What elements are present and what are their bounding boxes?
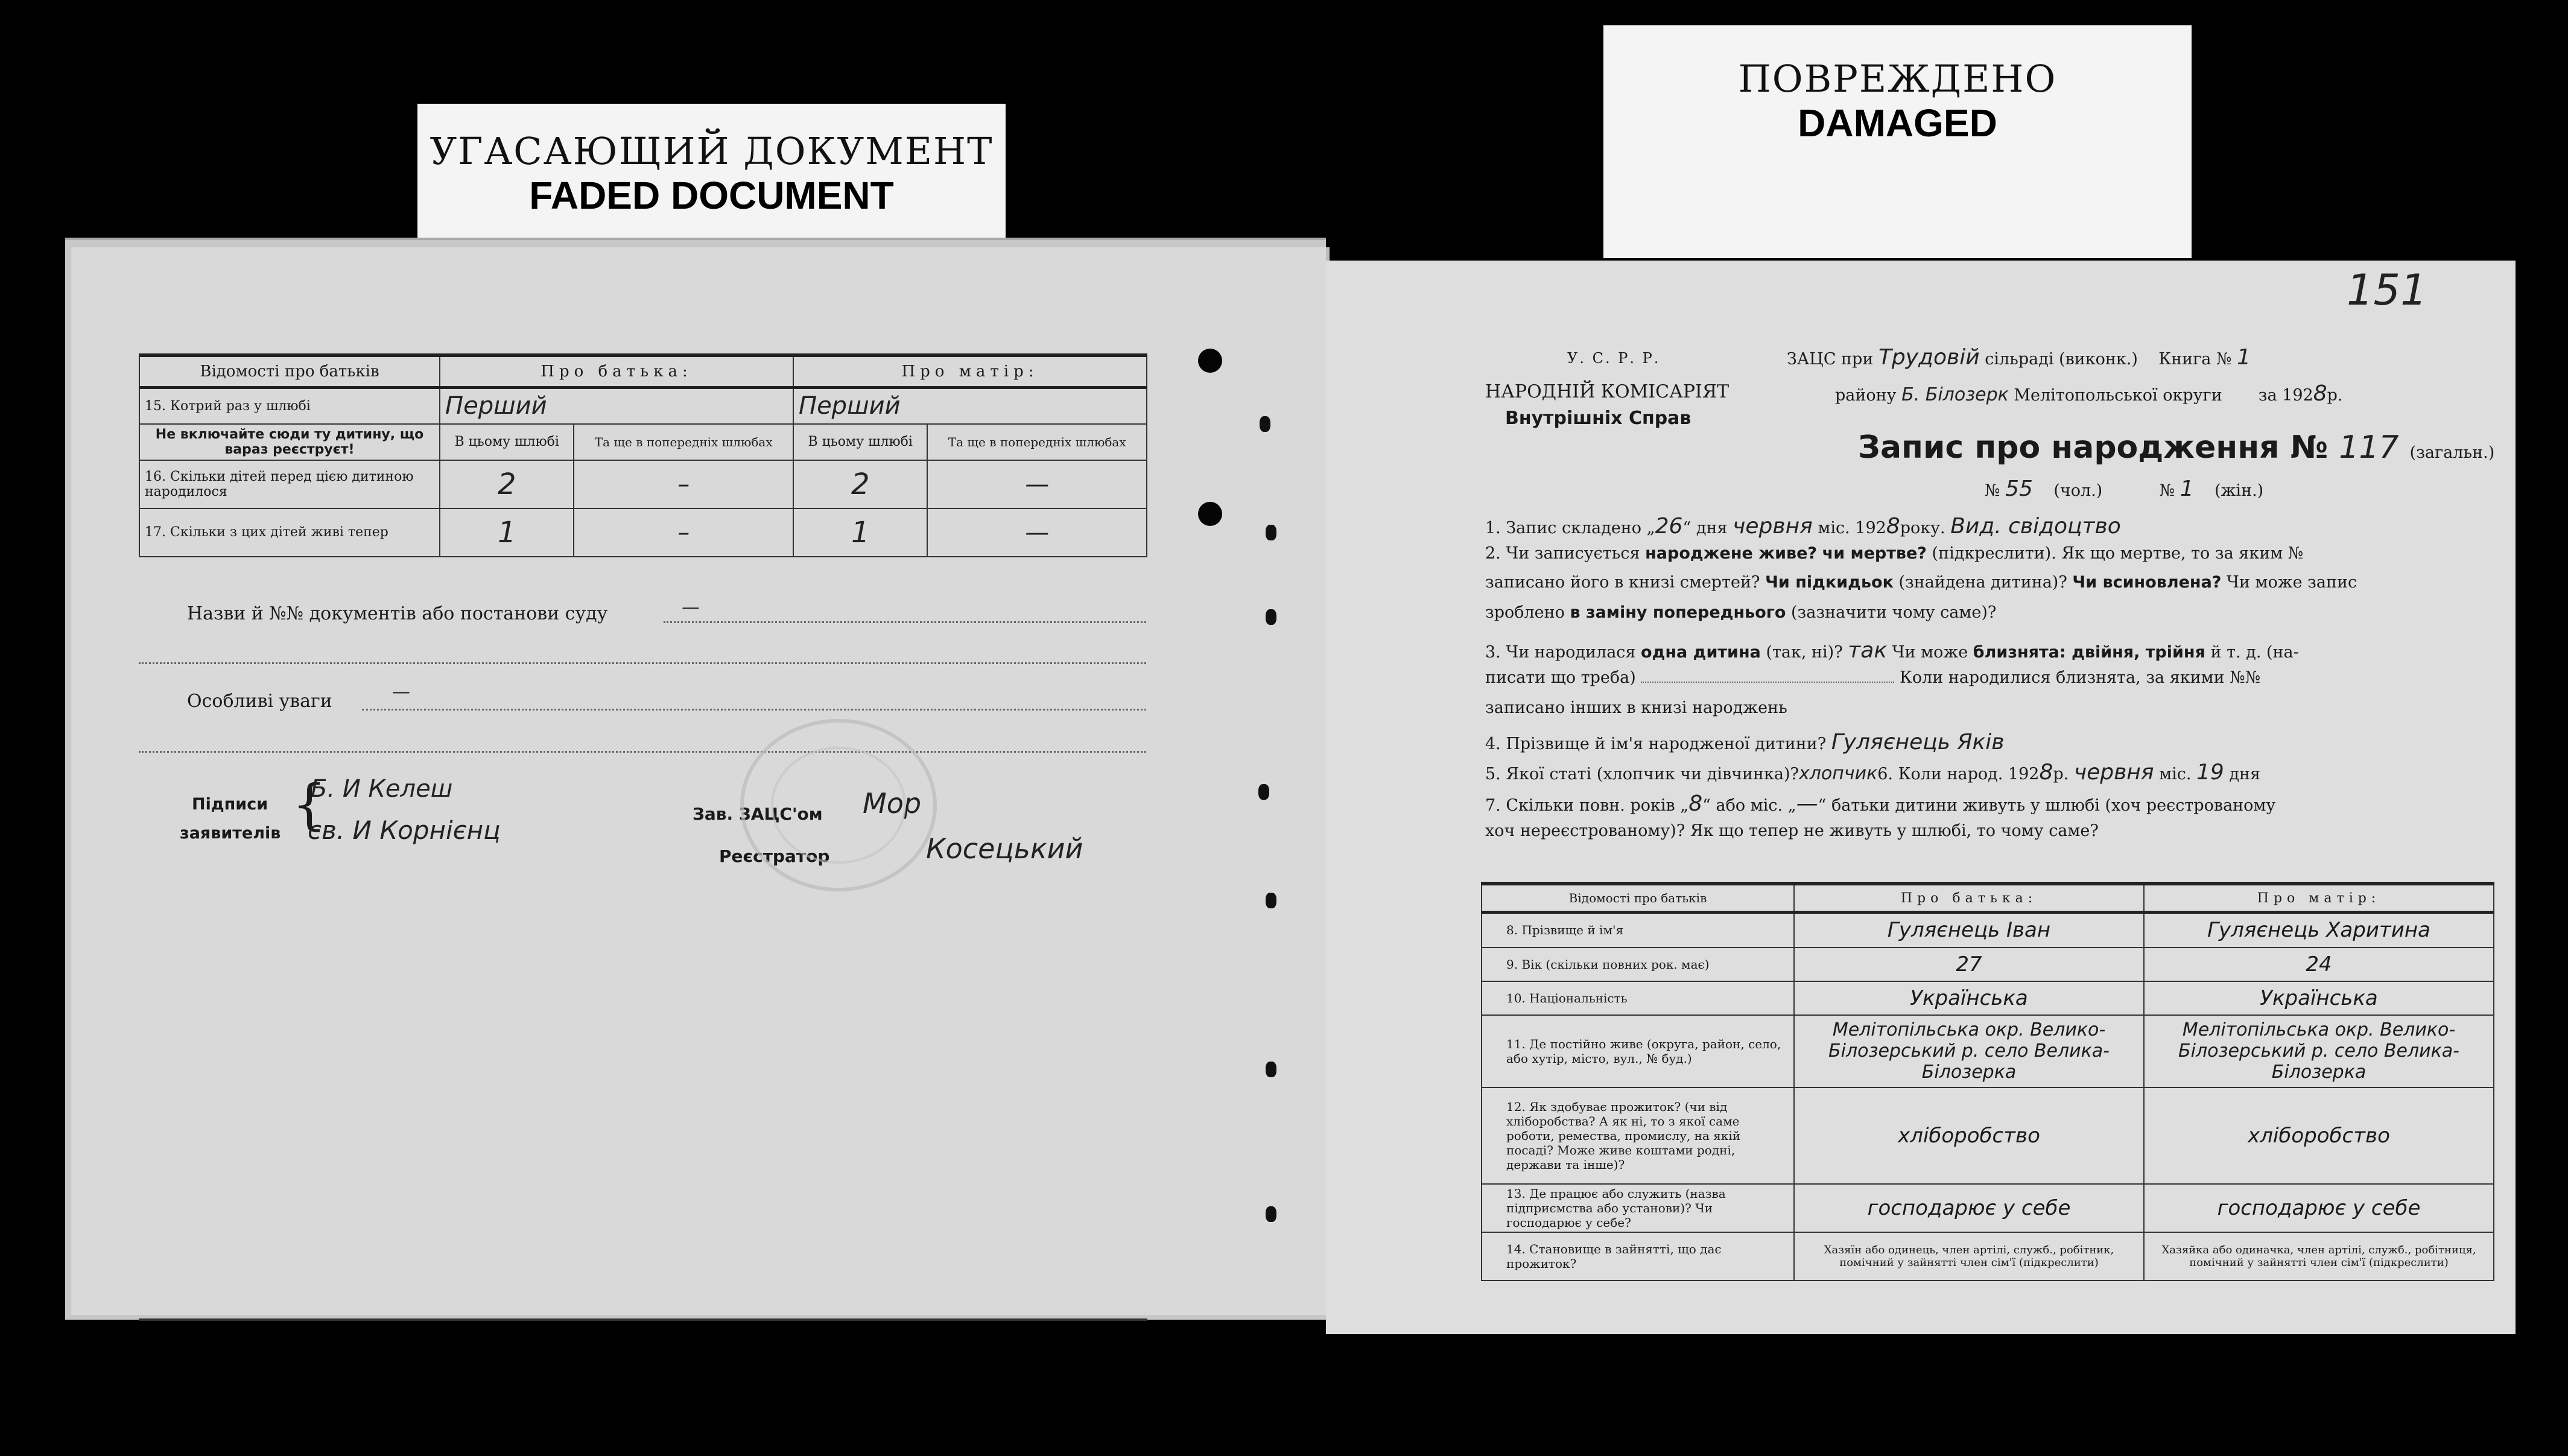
row17-value: 1: [440, 508, 574, 557]
l1-c: міс. 192: [1818, 519, 1886, 537]
row8-father: Гуляєнець Іван: [1794, 913, 2144, 948]
l2-i: Чи може запис: [2227, 573, 2357, 592]
row11-mother: Мелітопільська окр. Велико-Білозерський р. село Велика-Білозерка: [2144, 1015, 2494, 1087]
entry-line-7b: [1485, 821, 2099, 840]
subhead-prev-marriage-mother: Та ще в попередніх шлюбах: [927, 424, 1147, 460]
row15-label: 15. Котрий раз у шлюбі: [139, 388, 440, 424]
zags-council: Трудовій: [1878, 345, 1980, 370]
row15-mother: Перший: [793, 388, 1147, 424]
l1-a: 1. Запис складено „: [1485, 519, 1655, 537]
l1-month: червня: [1733, 514, 1813, 539]
male-suffix: (чол.): [2053, 481, 2103, 500]
l2-g: (знайдена дитина)?: [1898, 573, 2067, 592]
l3-g: писати що треба): [1485, 668, 1636, 687]
signatures-label-1: Підписи: [192, 795, 268, 814]
documents-dotline: [664, 621, 1146, 623]
row16-value: –: [574, 460, 793, 508]
registrar-label: Реєстратор: [719, 846, 830, 866]
binding-stitch: [1266, 525, 1276, 540]
l2-h: Чи всиновлена?: [2072, 573, 2222, 592]
entry-line-2: [1485, 544, 2303, 563]
documents-value: —: [682, 597, 700, 618]
right-parents-table: [1481, 882, 2494, 1281]
child-name: Гуляєнець Яків: [1831, 730, 2005, 755]
row12-father: хліборобство: [1794, 1087, 2144, 1184]
left-table-header-mother: Про матір:: [793, 355, 1147, 388]
row15-father: Перший: [440, 388, 793, 424]
commissariat-header: НАРОДНІЙ КОМІСАРІЯТ: [1485, 381, 1729, 402]
marriage-years: 8: [1688, 791, 1703, 816]
l2-e: записано його в книзі смертей?: [1485, 573, 1760, 592]
binding-stitch: [1266, 609, 1276, 625]
l3-i: записано інших в книзі народжень: [1485, 698, 1787, 717]
l2-j: зроблено: [1485, 603, 1565, 622]
row10-father: Українська: [1794, 981, 2144, 1015]
faded-document-label: [417, 104, 1006, 238]
row14-mother: Хазяйка або одиначка, член артілі, служб., робітниця, помічний у зайнятті член сім'ї (підкреслити): [2144, 1232, 2494, 1280]
l2-f: Чи підкидьок: [1765, 573, 1894, 592]
l1-note: Вид. свідоцтво: [1950, 514, 2121, 539]
faded-label-en: FADED DOCUMENT: [529, 174, 894, 217]
l2-c: чи мертве?: [1822, 544, 1927, 563]
record-male-line: [1985, 476, 2263, 501]
marriage-months: —: [1796, 791, 1818, 816]
right-table-header-father: Про батька:: [1794, 884, 2144, 913]
record-total-label: (загальн.): [2409, 443, 2495, 462]
entry-line-1: [1485, 514, 2121, 539]
birth-year: 8: [2039, 760, 2053, 785]
remarks-value: —: [392, 682, 410, 703]
binding-stitch: [1258, 784, 1269, 800]
l5-c: р.: [2053, 765, 2069, 783]
l2-l: (зазначити чому саме)?: [1791, 603, 1997, 622]
subhead-this-marriage-mother: В цьому шлюбі: [793, 424, 927, 460]
row10-label: 10. Національність: [1482, 981, 1794, 1015]
row17-value: —: [927, 508, 1147, 557]
district-prefix: району: [1835, 386, 1897, 405]
l1-day: 26: [1655, 514, 1683, 539]
row8-mother: Гуляєнець Харитина: [2144, 913, 2494, 948]
female-no-value: 1: [2180, 476, 2194, 501]
l7-a: 7. Скільки повн. років „: [1485, 796, 1689, 815]
signature-brace: {: [292, 773, 327, 837]
l5-d: міс.: [2159, 765, 2192, 783]
entry-line-2b: [1485, 573, 2357, 592]
entry-line-3c: [1485, 698, 1787, 717]
signature-applicant-1: Б. И Келеш: [311, 775, 453, 803]
l3-h: Коли народилися близнята, за якими №№: [1899, 668, 2261, 687]
l2-b: народжене живе?: [1645, 544, 1818, 563]
damaged-label-ru: ПОВРЕЖДЕНО: [1738, 57, 2057, 101]
row17-value: 1: [793, 508, 927, 557]
head-label: Зав. ЗАЦС'ом: [693, 804, 823, 824]
binding-hole: [1198, 349, 1222, 373]
row9-father: 27: [1794, 948, 2144, 981]
district-line: [1835, 381, 2343, 406]
l2-a: 2. Чи записується: [1485, 544, 1640, 563]
zags-suffix: сільраді (виконк.): [1985, 350, 2138, 369]
book-number: 1: [2237, 345, 2251, 370]
page-number: 151: [2347, 265, 2427, 315]
l1-d: року.: [1900, 519, 1945, 537]
row9-label: 9. Вік (скільки повних рок. має): [1482, 948, 1794, 981]
binding-stitch: [1260, 416, 1270, 432]
entry-line-7: [1485, 791, 2275, 816]
entry-line-3: [1485, 638, 2299, 663]
l3-f: й т. д. (на-: [2210, 643, 2299, 662]
signatures-label-2: заявителів: [180, 824, 281, 843]
year-value: 8: [2313, 381, 2327, 406]
l3-d: Чи може: [1892, 643, 1968, 662]
l5-b: 6. Коли народ. 192: [1877, 765, 2040, 783]
row14-label: 14. Становище в зайнятті, що дає прожиток?: [1482, 1232, 1794, 1280]
subhead-prev-marriage-father: Та ще в попередніх шлюбах: [574, 424, 793, 460]
subhead-this-marriage-father: В цьому шлюбі: [440, 424, 574, 460]
male-no-value: 55: [2005, 476, 2033, 501]
right-table-header-info: Відомості про батьків: [1482, 884, 1794, 913]
l7-d: хоч нереєстрованому)? Як що тепер не живуть у шлюбі, то чому саме?: [1485, 821, 2099, 840]
binding-stitch: [1266, 1206, 1276, 1222]
l5-a: 5. Якої статі (хлопчик чи дівчинка)?: [1485, 765, 1799, 783]
row10-mother: Українська: [2144, 981, 2494, 1015]
faded-stamp: [724, 703, 953, 908]
remarks-dotline-2: [139, 751, 1146, 753]
entry-line-4: [1485, 730, 2004, 755]
row13-mother: господарює у себе: [2144, 1184, 2494, 1232]
row9-mother: 24: [2144, 948, 2494, 981]
zags-prefix: ЗАЦС при: [1787, 350, 1874, 369]
birth-day: 19: [2196, 760, 2224, 785]
binding-stitch: [1266, 893, 1276, 908]
birth-month: червня: [2073, 760, 2154, 785]
damaged-label-en: DAMAGED: [1798, 101, 1997, 145]
row16-value: 2: [440, 460, 574, 508]
row16-value: —: [927, 460, 1147, 508]
row8-label: 8. Прізвище й ім'я: [1482, 913, 1794, 948]
head-signature: Мор: [863, 787, 922, 820]
year-label: за 192: [2258, 386, 2313, 405]
row11-label: 11. Де постійно живе (округа, район, село, або хутір, місто, вул., № буд.): [1482, 1015, 1794, 1087]
record-number: 117: [2339, 429, 2399, 466]
entry-line-3b: [1485, 668, 2260, 687]
row12-mother: хліборобство: [2144, 1087, 2494, 1184]
l7-b: “ або міс. „: [1702, 796, 1796, 815]
row17-value: –: [574, 508, 793, 557]
l2-d: (підкреслити). Як що мертве, то за яким №: [1932, 544, 2304, 563]
ussr-header: У. С. Р. Р.: [1567, 350, 1661, 367]
year-suffix: р.: [2327, 386, 2343, 405]
signature-applicant-2: св. И Корнієнц: [308, 815, 501, 845]
l1-year: 8: [1886, 514, 1900, 539]
l2-k: в заміну попереднього: [1570, 603, 1786, 622]
zags-line: [1787, 345, 2251, 370]
left-bottom-rule: [139, 1318, 1147, 1321]
left-parents-table: [139, 353, 1147, 557]
l1-b: “ дня: [1682, 519, 1728, 537]
district-suffix: Мелітопольської округи: [2014, 386, 2222, 405]
row13-label: 13. Де працює або служить (назва підприємства або установи)? Чи господарює у себе?: [1482, 1184, 1794, 1232]
faded-label-ru: УГАСАЮЩИЙ ДОКУМЕНТ: [430, 129, 994, 173]
internal-affairs-header: Внутрішніх Справ: [1505, 408, 1691, 429]
male-no-label: №: [1985, 481, 2000, 500]
row13-father: господарює у себе: [1794, 1184, 2144, 1232]
row12-label: 12. Як здобуває прожиток? (чи від хліборобства? А як ні, то з якої саме роботи, ремества, промислу, на якій посаді? Може живе коштами родні, держави та інше)?: [1482, 1087, 1794, 1184]
binding-stitch: [1266, 1062, 1276, 1077]
left-table-header-father: Про батька:: [440, 355, 793, 388]
row16-value: 2: [793, 460, 927, 508]
l5-e: дня: [2229, 765, 2261, 783]
row11-father: Мелітопільська окр. Велико-Білозерський р. село Велика-Білозерка: [1794, 1015, 2144, 1087]
remarks-label: Особливі уваги: [187, 691, 332, 712]
entry-line-2c: [1485, 603, 1996, 622]
damaged-label: [1603, 25, 2192, 258]
record-title: [1858, 429, 2494, 466]
record-title-text: Запис про народження №: [1858, 429, 2329, 466]
female-no-label: №: [2159, 481, 2175, 500]
l7-c: “ батьки дитини живуть у шлюбі (хоч реєстрованому: [1818, 796, 2276, 815]
exclusion-note: Не включайте сюди ту дитину, що вараз реєструєт!: [139, 424, 440, 460]
l3-c: (так, ні)?: [1766, 643, 1843, 662]
book-label: Книга №: [2158, 350, 2232, 369]
l4-label: 4. Прізвище й ім'я народженої дитини?: [1485, 735, 1827, 753]
row17-label: 17. Скільки з цих дітей живі тепер: [139, 508, 440, 557]
entry-line-5: [1485, 760, 2260, 785]
left-table-header-info: Відомості про батьків: [139, 355, 440, 388]
registrar-signature: Косецький: [926, 832, 1083, 865]
l3-e: близнята: двійня, трійня: [1973, 643, 2205, 662]
district-value: Б. Білозерк: [1901, 384, 2009, 405]
right-table-header-mother: Про матір:: [2144, 884, 2494, 913]
row14-father: Хазяїн або одинець, член артілі, служб., робітник, помічний у зайнятті член сім'ї (підкреслити): [1794, 1232, 2144, 1280]
l3-value: так: [1848, 638, 1888, 663]
l3-b: одна дитина: [1641, 643, 1761, 662]
female-suffix: (жін.): [2215, 481, 2264, 500]
documents-label: Назви й №№ документів або постанови суду: [187, 603, 608, 624]
row16-label: 16. Скільки дітей перед цією дитиною народилося: [139, 460, 440, 508]
child-sex: хлопчик: [1799, 763, 1878, 784]
l3-a: 3. Чи народилася: [1485, 643, 1636, 662]
binding-hole: [1198, 502, 1222, 526]
documents-dotline-2: [139, 662, 1146, 664]
